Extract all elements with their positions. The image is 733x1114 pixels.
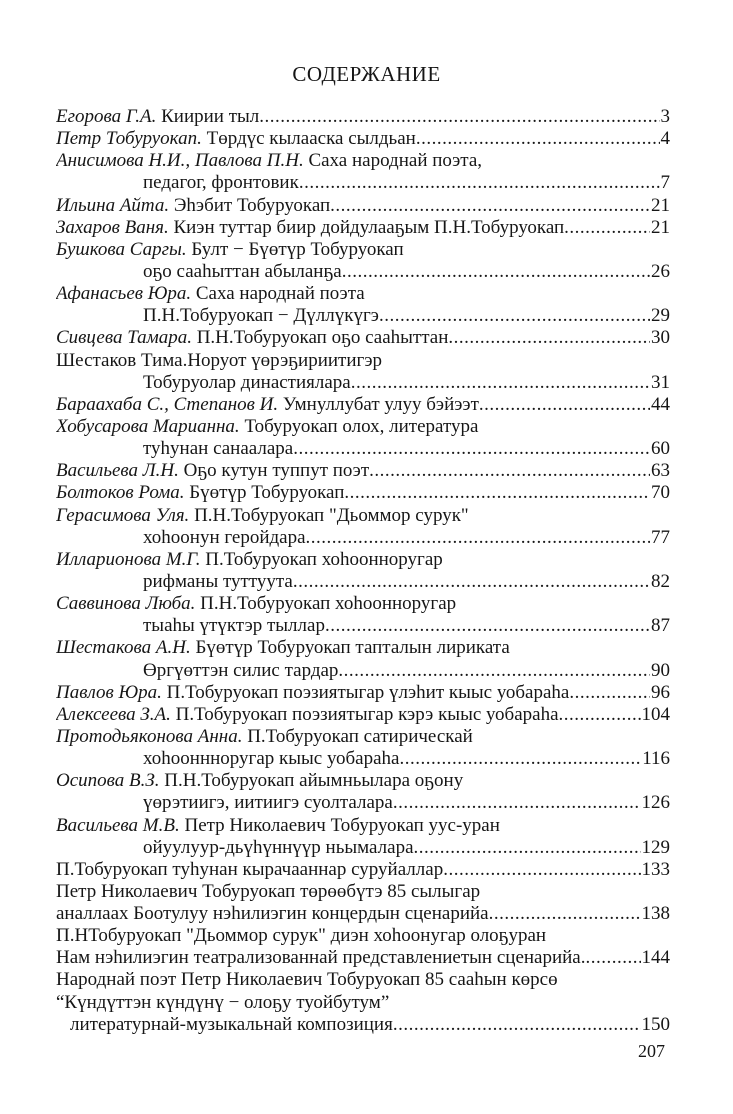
- toc-entry-title: Нам нэһилиэгин театрализованнай представлениетын сценарийа.: [56, 947, 586, 969]
- toc-page-number: 21: [651, 194, 670, 216]
- toc-entry-continuation: [56, 792, 670, 814]
- toc-page-number: 4: [660, 128, 670, 150]
- toc-entry: [56, 150, 670, 172]
- toc-entry-title: хоһооннноругар кыыс уобараһа: [143, 748, 400, 770]
- toc-author: Хобусарова Марианна.: [56, 415, 240, 437]
- toc-entry: [56, 106, 670, 128]
- toc-entry-title: Төрдүс кылааска сылдьан: [206, 128, 416, 150]
- toc-entry-title: аналлаах Боотулуу нэһилиэгин концердын сценарийа: [56, 903, 489, 925]
- toc-entry-title: Булт − Бүөтүр Тобуруокап: [191, 238, 404, 260]
- page-title: СОДЕРЖАНИЕ: [292, 62, 441, 86]
- toc-entry-title: литературнай-музыкальнай композиция: [70, 1013, 393, 1035]
- toc-page-number: 29: [651, 305, 670, 327]
- toc-entry: [56, 416, 670, 438]
- toc-page-number: 116: [642, 748, 670, 770]
- toc-page-number: 44: [651, 393, 670, 415]
- toc-author: Сивцева Тамара.: [56, 327, 192, 349]
- toc-page-number: 138: [641, 903, 670, 925]
- toc-entry-title: хоһоонун геройдара: [143, 526, 306, 548]
- toc-entry-title: “Күндүттэн күндүнү − олоҕу туойбутум”: [56, 991, 390, 1013]
- toc-entry-title: Өргүөттэн силис тардар: [143, 659, 339, 681]
- toc-page-number: 21: [651, 216, 670, 238]
- toc-entry-title: Петр Николаевич Тобуруокап төрөөбүтэ 85 сылыгар: [56, 880, 481, 902]
- toc-author: Павлов Юра.: [56, 681, 162, 703]
- toc-author: Герасимова Уля.: [56, 504, 190, 526]
- toc-author: Протодьяконова Анна.: [56, 725, 243, 747]
- toc-entry-continuation: [56, 615, 670, 637]
- toc-page-number: 30: [651, 327, 670, 349]
- toc-page-number: 7: [660, 172, 670, 194]
- toc-author: Илларионова М.Г.: [56, 548, 201, 570]
- toc-entry: [56, 394, 670, 416]
- toc-entry-continuation: [56, 527, 670, 549]
- toc-entry: [56, 128, 670, 150]
- page-number: 207: [638, 1041, 665, 1061]
- toc-entry: [56, 327, 670, 349]
- toc-page-number: 70: [651, 482, 670, 504]
- toc-author: Болтоков Рома.: [56, 482, 185, 504]
- toc-page-number: 82: [651, 570, 670, 592]
- toc-page-number: 129: [641, 836, 670, 858]
- toc-entry-title: П.НТобуруокап "Дьоммор сурук" диэн хоһоонугар олоҕуран: [56, 925, 547, 947]
- toc-entry: [56, 859, 670, 881]
- toc-entry-continuation: [56, 992, 670, 1014]
- toc-entry-title: Умнуллубат улуу бэйээт: [282, 393, 479, 415]
- toc-author: Бушкова Саргы.: [56, 238, 187, 260]
- toc-entry-continuation: [56, 837, 670, 859]
- toc-entry: [56, 770, 670, 792]
- toc-entry: [56, 239, 670, 261]
- toc-entry-title: Шестаков Тима.Норуот үөрэҕириитигэр: [56, 349, 382, 371]
- toc-entry-title: Народнай поэт Петр Николаевич Тобуруокап 85 сааһын көрсө: [56, 969, 558, 991]
- toc-entry: [56, 925, 670, 947]
- toc-entry-title: Бүөтүр Тобуруокап: [189, 482, 345, 504]
- toc-author: Анисимова Н.И., Павлова П.Н.: [56, 150, 304, 172]
- toc-page-number: 31: [651, 371, 670, 393]
- toc-entry-continuation: [56, 172, 670, 194]
- toc-entry-title: туһунан санаалара: [143, 438, 294, 460]
- toc-author: Васильева Л.Н.: [56, 460, 179, 482]
- toc-entry-title: Киирии тыл: [161, 106, 260, 127]
- toc-entry: [56, 482, 670, 504]
- toc-author: Петр Тобуруокап.: [56, 128, 202, 150]
- toc-entry-title: П.Н.Тобуруокап "Дьоммор сурук": [194, 504, 469, 526]
- toc-entry-continuation: [56, 438, 670, 460]
- toc-page-number: 77: [651, 526, 670, 548]
- toc-entry-title: П.Н.Тобуруокап оҕо сааһыттан: [196, 327, 449, 349]
- toc-entry-title: П.Тобуруокап поэзиятыгар кэрэ кыыс уобараһа: [175, 703, 559, 725]
- toc-page-number: 90: [651, 659, 670, 681]
- toc-entry-title: П.Н.Тобуруокап айымньылара оҕону: [164, 770, 464, 792]
- toc-entry-title: П.Н.Тобуруокап хоһоонноругар: [200, 593, 457, 615]
- toc-entry-title: Тобуруокап олох, литература: [244, 415, 479, 437]
- toc-author: Захаров Ваня.: [56, 216, 169, 238]
- toc-entry-continuation: [56, 1014, 670, 1036]
- toc-entry-title: үөрэтиигэ, иитиигэ суолталара: [143, 792, 393, 814]
- toc-entry: [56, 195, 670, 217]
- toc-entry-title: ойуулуур-дьүһүннүүр ньымалара: [143, 836, 414, 858]
- toc-author: Егорова Г.А.: [56, 106, 157, 127]
- toc-entry: [56, 881, 670, 903]
- toc-entry-title: Саха народнай поэта: [195, 283, 365, 305]
- toc-entry-title: П.Тобуруокап сатирическай: [247, 725, 473, 747]
- toc-entry: [56, 815, 670, 837]
- toc-entry: [56, 593, 670, 615]
- toc-entry-title: П.Н.Тобуруокап − Дүллүкүгэ: [143, 305, 379, 327]
- toc-page-number: 150: [641, 1013, 670, 1035]
- toc-page-number: 133: [641, 858, 670, 880]
- toc-entry-title: П.Тобуруокап поэзиятыгар үлэһит кыыс уобараһа: [166, 681, 570, 703]
- table-of-contents: [56, 106, 670, 1036]
- toc-entry: [56, 726, 670, 748]
- toc-author: Васильева М.В.: [56, 814, 180, 836]
- toc-author: Шестакова А.Н.: [56, 637, 191, 659]
- toc-entry: [56, 350, 670, 372]
- toc-entry-title: Эһэбит Тобуруокап: [173, 194, 331, 216]
- toc-page-number: 144: [641, 947, 670, 969]
- toc-entry-continuation: [56, 903, 670, 925]
- toc-page-number: 26: [651, 260, 670, 282]
- toc-entry-title: Тобуруолар династиялара: [143, 371, 351, 393]
- toc-page-number: 60: [651, 438, 670, 460]
- toc-page-number: 104: [641, 703, 670, 725]
- toc-entry-continuation: [56, 571, 670, 593]
- toc-entry-title: Киэн туттар биир дойдулааҕым П.Н.Тобуруокап: [173, 216, 565, 238]
- toc-entry: [56, 283, 670, 305]
- toc-author: Афанасьев Юра.: [56, 283, 192, 305]
- toc-entry-title: оҕо сааһыттан абыланҕа: [143, 260, 342, 282]
- toc-entry: [56, 682, 670, 704]
- toc-entry-title: Петр Николаевич Тобуруокап уус-уран: [184, 814, 500, 836]
- toc-entry: [56, 637, 670, 659]
- toc-entry-continuation: [56, 660, 670, 682]
- toc-entry-title: Бүөтүр Тобуруокап тапталын лириката: [195, 637, 510, 659]
- toc-author: Бараахаба С., Степанов И.: [56, 393, 279, 415]
- toc-page-number: 126: [641, 792, 670, 814]
- toc-author: Ильина Айта.: [56, 194, 170, 216]
- toc-entry: [56, 217, 670, 239]
- toc-entry: [56, 460, 670, 482]
- toc-entry-title: П.Тобуруокап туһунан кырачааннар суруйаллар: [56, 858, 444, 880]
- toc-entry-title: Саха народнай поэта,: [308, 150, 483, 172]
- toc-page-number: 63: [651, 460, 670, 482]
- toc-page-number: 96: [651, 681, 670, 703]
- toc-entry-continuation: [56, 748, 670, 770]
- toc-entry-continuation: [56, 372, 670, 394]
- toc-entry-continuation: [56, 261, 670, 283]
- toc-author: Осипова В.З.: [56, 770, 160, 792]
- toc-entry: [56, 704, 670, 726]
- toc-entry-title: рифманы туттуута: [143, 570, 293, 592]
- toc-entry: [56, 969, 670, 991]
- toc-page-number: 87: [651, 615, 670, 637]
- toc-author: Саввинова Люба.: [56, 593, 196, 615]
- toc-entry-continuation: [56, 305, 670, 327]
- toc-author: Алексеева З.А.: [56, 703, 171, 725]
- toc-entry: [56, 505, 670, 527]
- toc-entry: [56, 549, 670, 571]
- toc-entry-continuation: [56, 947, 670, 969]
- toc-entry-title: П.Тобуруокап хоһоонноругар: [205, 548, 443, 570]
- toc-entry-title: Оҕо кутун туппут поэт: [183, 460, 370, 482]
- toc-entry-title: педагог, фронтовик: [143, 172, 299, 194]
- toc-page-number: 3: [660, 106, 670, 127]
- toc-entry-title: тыаһы үтүктэр тыллар: [143, 615, 325, 637]
